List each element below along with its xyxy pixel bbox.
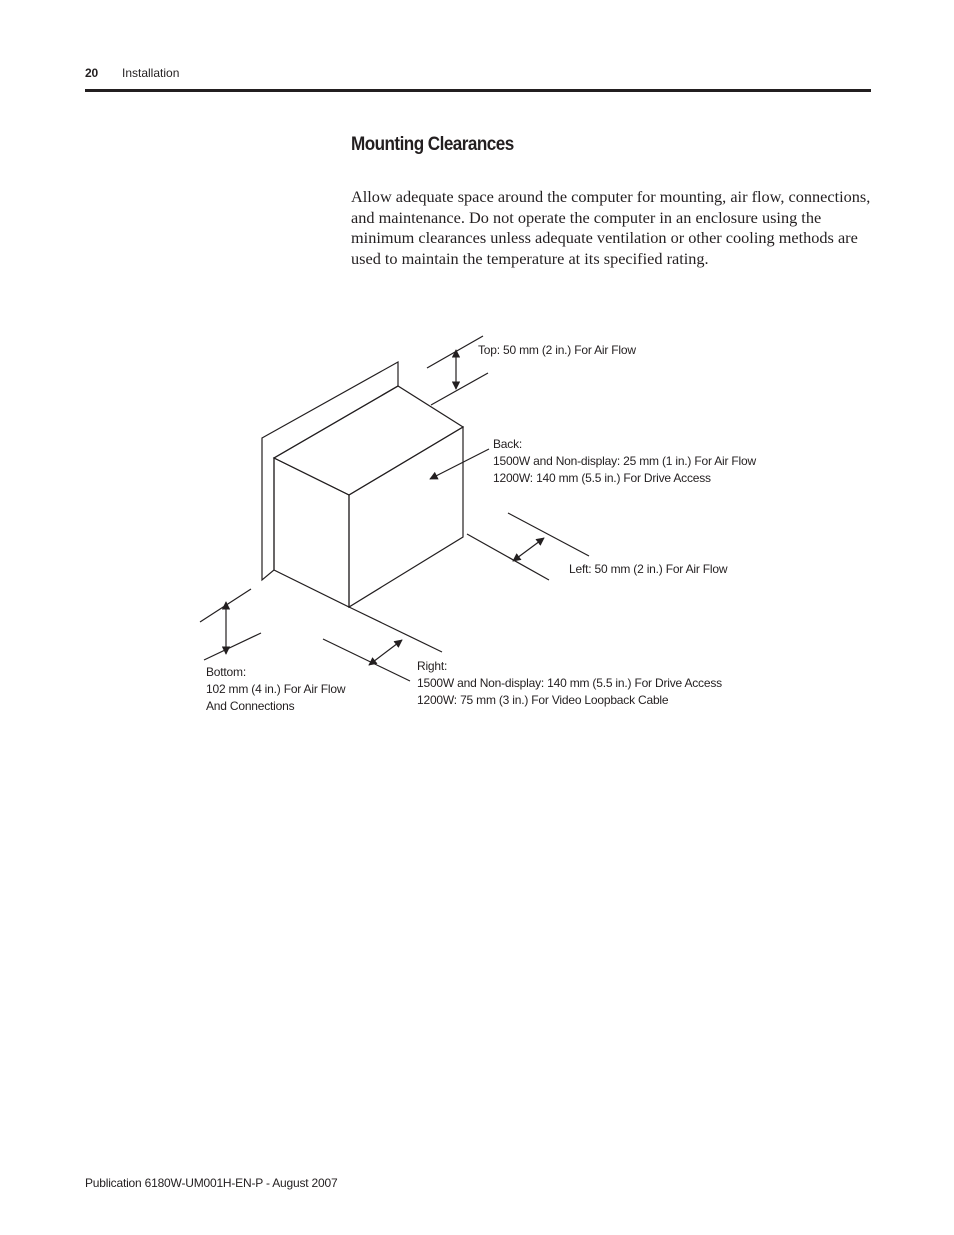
back-leader-arrow [430, 449, 489, 479]
back-clearance-heading: Back: [493, 437, 523, 451]
right-clearance-line-1200w: 1200W: 75 mm (3 in.) For Video Loopback Cable [417, 693, 669, 707]
back-clearance-line-1200w: 1200W: 140 mm (5.5 in.) For Drive Access [493, 471, 711, 485]
left-extension-line-lower [467, 534, 549, 580]
right-clearance-line-1500w: 1500W and Non-display: 140 mm (5.5 in.) For Drive Access [417, 676, 722, 690]
bottom-clearance-heading: Bottom: [206, 665, 246, 679]
top-clearance-label [478, 342, 636, 359]
left-extension-line-upper [508, 513, 589, 556]
right-clearance-heading: Right: [417, 659, 448, 673]
top-clearance-text: Top: 50 mm (2 in.) For Air Flow [478, 343, 636, 357]
page-number: 20 [85, 66, 98, 80]
bottom-clearance-line-1: 102 mm (4 in.) For Air Flow [206, 682, 346, 696]
body-paragraph: Allow adequate space around the computer for mounting, air flow, connections, and maintenance. Do not operate the computer in an enclosure using the minimum clearances unless adequate ventilation or other cooling methods are used to maintain the temperature at its specified rating. [351, 187, 871, 269]
mounting-panel [262, 362, 398, 580]
publication-footer: Publication 6180W-UM001H-EN-P - August 2007 [85, 1176, 338, 1190]
right-clearance-label [417, 658, 722, 709]
bottom-clearance-line-2: And Connections [206, 699, 295, 713]
left-clearance-label [569, 561, 727, 578]
page-title: Mounting Clearances [351, 134, 514, 155]
left-clearance-text: Left: 50 mm (2 in.) For Air Flow [569, 562, 728, 576]
box-front-face [274, 458, 349, 607]
bottom-clearance-label [206, 664, 345, 715]
right-dimension-arrow [369, 640, 402, 665]
top-extension-line-lower [431, 373, 488, 405]
left-dimension-arrow [513, 538, 544, 561]
back-clearance-label [493, 436, 756, 487]
back-clearance-line-1500w: 1500W and Non-display: 25 mm (1 in.) For Air Flow [493, 454, 756, 468]
box-right-face [349, 427, 463, 607]
top-extension-line-upper [427, 336, 483, 368]
bottom-extension-line-lower [204, 633, 261, 660]
section-name: Installation [122, 66, 180, 80]
